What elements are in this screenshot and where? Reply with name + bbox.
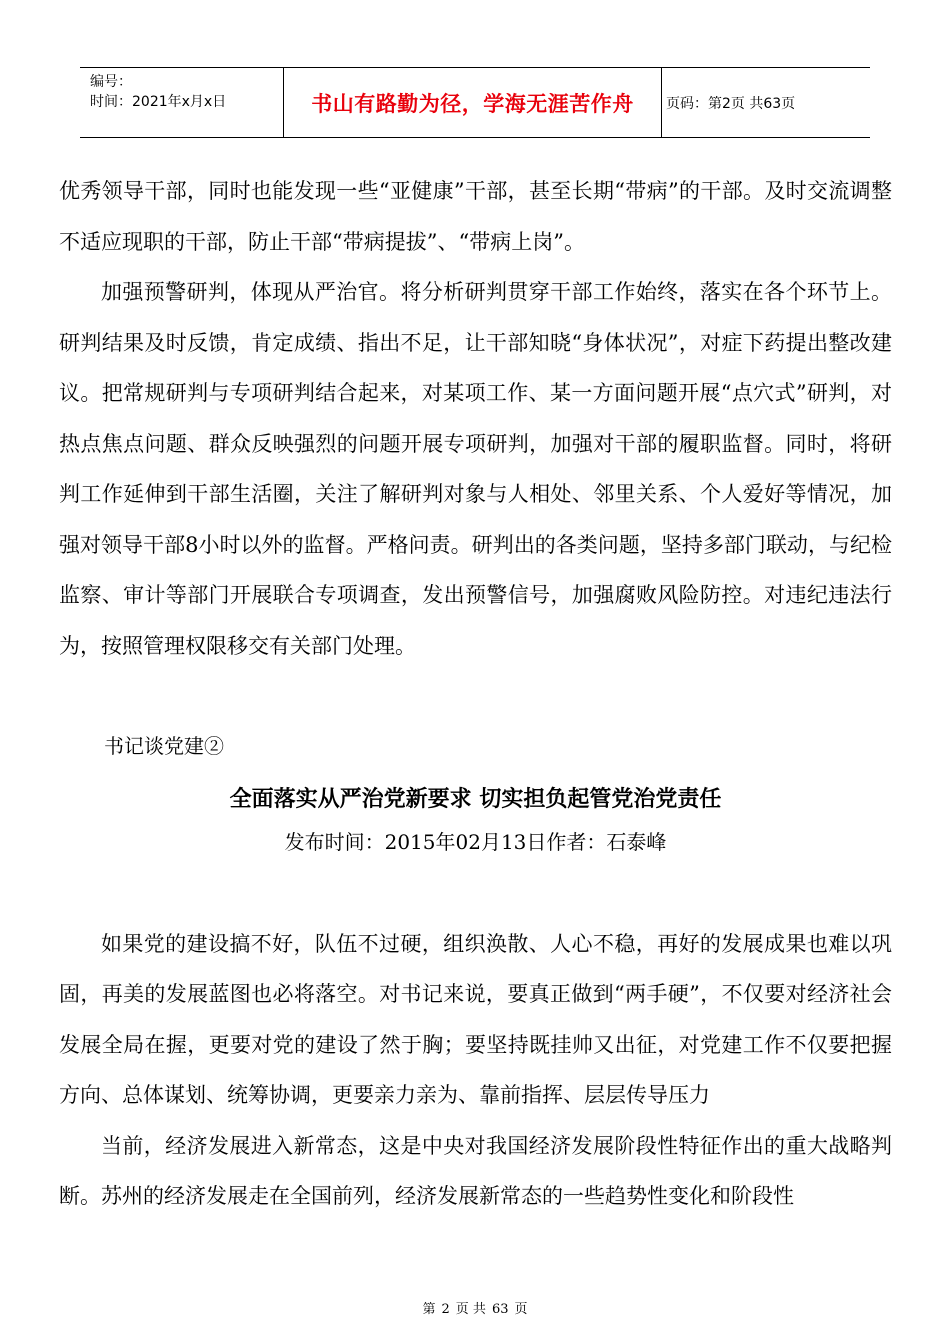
footer-page-number: 2 <box>441 1302 450 1317</box>
page-footer <box>0 1298 950 1317</box>
spacer <box>59 862 892 919</box>
article-meta: 发布时间：2015年02月13日作者：石泰峰 <box>284 829 667 854</box>
paragraph-4: 当前，经济发展进入新常态，这是中央对我国经济发展阶段性特征作出的重大战略判断。苏州的经济发展走在全国前列，经济发展新常态的一些趋势性变化和阶段性 <box>59 1133 892 1208</box>
footer-suffix: 页 <box>514 1302 528 1317</box>
header-info <box>90 72 226 112</box>
page-header <box>80 67 870 138</box>
header-number-label: 编号： <box>90 74 132 90</box>
footer-prefix: 第 <box>422 1302 436 1317</box>
header-slogan: 书山有路勤为径，学海无涯苦作舟 <box>283 68 662 137</box>
spacer <box>59 671 892 721</box>
section-label: 书记谈党建② <box>104 734 224 758</box>
article-title: 全面落实从严治党新要求 切实担负起管党治党责任 <box>229 786 722 812</box>
paragraph-2: 加强预警研判，体现从严治官。将分析研判贯穿干部工作始终，落实在各个环节上。研判结果及时反馈，肯定成绩、指出不足，让干部知晓“身体状况”，对症下药提出整改建议。把常规研判与专项研判结合起来，对某项工作、某一方面问题开展“点穴式”研判，对热点焦点问题、群众反映强烈的问题开展专项研判，加强对干部的履职监督。同时，将研判工作延伸到干部生活圈，关注了解研判对象与人相处、邻里关系、个人爱好等情况，加强对领导干部8小时以外的监督。严格问责。研判出的各类问题，坚持多部门联动，与纪检监察、审计等部门开展联合专项调查，发出预警信号，加强腐败风险防控。对违纪违法行为，按照管理权限移交有关部门处理。 <box>59 280 892 658</box>
paragraph-1: 优秀领导干部，同时也能发现一些“亚健康”干部，甚至长期“带病”的干部。及时交流调整不适应现职的干部，防止干部“带病提拔”、“带病上岗”。 <box>59 179 892 254</box>
footer-page-total: 63 <box>491 1302 509 1317</box>
header-date-label: 时间：2021年x月x日 <box>90 94 227 110</box>
header-page-label: 页码：第2页 共63页 <box>666 95 796 112</box>
paragraph-3: 如果党的建设搞不好，队伍不过硬，组织涣散、人心不稳，再好的发展成果也难以巩固，再美的发展蓝图也必将落空。对书记来说，要真正做到“两手硬”，不仅要对经济社会发展全局在握，更要对党的建设了然于胸；要坚持既挂帅又出征，对党建工作不仅要把握方向、总体谋划、统筹协调，更要亲力亲为、靠前指挥、层层传导压力 <box>59 931 892 1107</box>
footer-mid: 页 共 <box>455 1302 486 1317</box>
document-body <box>59 166 892 1222</box>
